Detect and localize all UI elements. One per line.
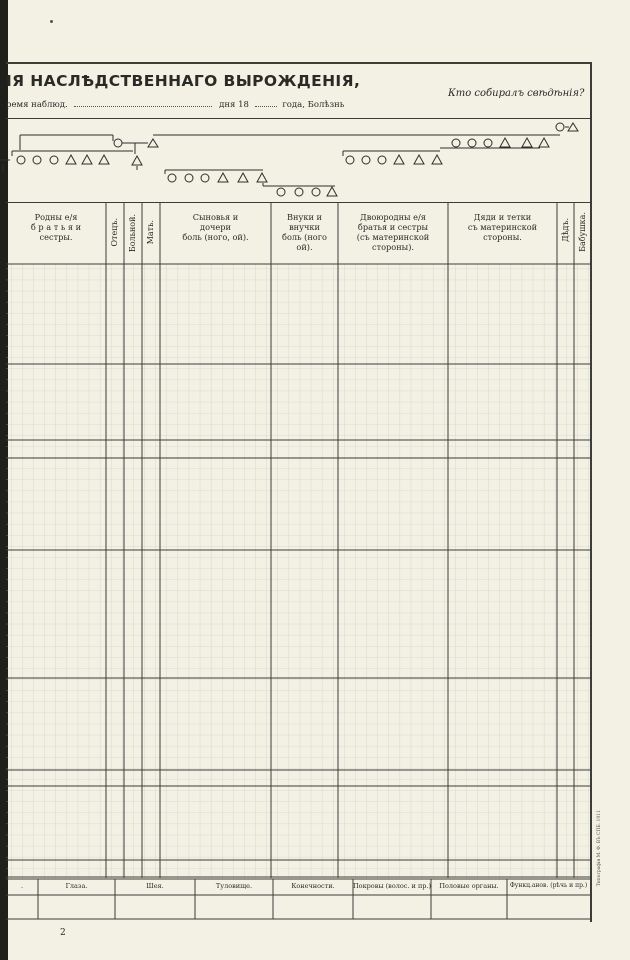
collector-question: Кто собиралъ свѣдѣнія? xyxy=(448,88,585,99)
col-grandfather: Дѣдъ. xyxy=(561,218,570,242)
col-siblings: Родны е/я б р а т ь я и сестры. xyxy=(30,212,82,242)
footer-skin: Покровы (волос. и пр.) xyxy=(353,882,432,890)
footer-limbs: Конечности. xyxy=(291,882,335,890)
observation-label: ремя наблюд. xyxy=(6,100,68,110)
col-father: Отецъ. xyxy=(110,218,119,247)
col-patient: Больной. xyxy=(128,214,137,253)
printer-imprint: Типографія М. Ф. ВЪ СПБ. 1911 xyxy=(597,810,602,887)
page-mark: 2 xyxy=(60,928,66,938)
col-cousins: Двоюродны е/я братья и сестры (съ материнской стороны). xyxy=(356,212,430,252)
observation-line xyxy=(6,100,344,110)
footer-neck: Шея. xyxy=(146,882,164,890)
col-mother: Мать. xyxy=(146,220,155,245)
form-title: ІЯ НАСЛѢДСТВЕННАГО ВЫРОЖДЕНІЯ, xyxy=(6,72,361,90)
col-grandchildren: Внуки и внучки боль (ного ой). xyxy=(282,212,327,252)
footer-sexual-organs: Половые органы. xyxy=(439,882,499,890)
col-grandmother: Бабушка. xyxy=(578,212,587,252)
date-label: дня 18 xyxy=(219,100,249,110)
header-rule xyxy=(6,118,590,119)
footer-functions: Функц.анов. (рѣчь и пр.) xyxy=(509,882,588,889)
footer-torso: Туловище. xyxy=(215,882,253,890)
paper-speck xyxy=(50,20,53,23)
col-uncles-aunts: Дяди и тетки съ материнской стороны. xyxy=(467,212,538,242)
footer-eyes: Глаза. xyxy=(65,882,88,890)
record-grid xyxy=(0,202,592,878)
pedigree-diagram xyxy=(0,120,590,202)
col-children: Сыновья и дочери боль (ного, ой). xyxy=(182,212,249,242)
disease-label: года, Болѣзнь xyxy=(282,100,345,110)
